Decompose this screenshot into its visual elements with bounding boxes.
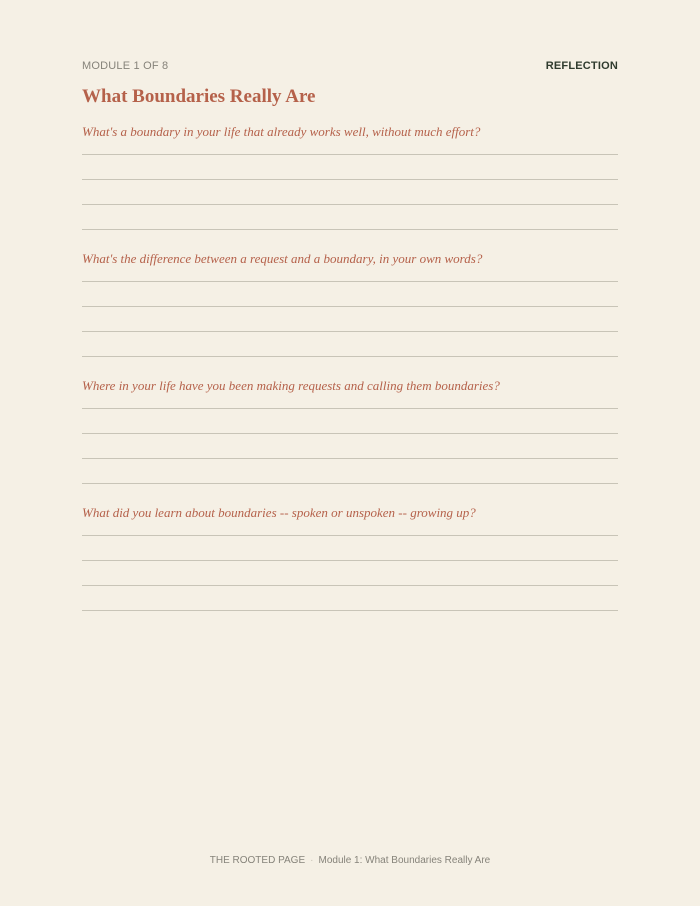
question-block-2 bbox=[82, 251, 618, 357]
answer-line[interactable] bbox=[82, 459, 618, 484]
answer-line[interactable] bbox=[82, 434, 618, 459]
question-block-1 bbox=[82, 124, 618, 230]
question-block-4 bbox=[82, 505, 618, 611]
footer-module-title: Module 1: What Boundaries Really Are bbox=[318, 855, 491, 866]
answer-line[interactable] bbox=[82, 561, 618, 586]
answer-line[interactable] bbox=[82, 282, 618, 307]
page-header bbox=[82, 60, 618, 72]
page-title: What Boundaries Really Are bbox=[82, 86, 316, 107]
answer-line[interactable] bbox=[82, 205, 618, 230]
question-block-3 bbox=[82, 378, 618, 484]
page-footer bbox=[0, 855, 700, 866]
footer-brand: THE ROOTED PAGE bbox=[209, 855, 306, 866]
answer-line[interactable] bbox=[82, 332, 618, 357]
module-label: MODULE 1 OF 8 bbox=[82, 60, 169, 72]
question-prompt: Where in your life have you been making requests and calling them boundaries? bbox=[82, 378, 500, 393]
question-prompt: What did you learn about boundaries -- spoken or unspoken -- growing up? bbox=[82, 505, 476, 520]
section-label: REFLECTION bbox=[545, 60, 618, 72]
answer-line[interactable] bbox=[82, 180, 618, 205]
answer-line[interactable] bbox=[82, 586, 618, 611]
answer-line[interactable] bbox=[82, 409, 618, 434]
answer-line[interactable] bbox=[82, 521, 618, 536]
footer-separator: · bbox=[310, 855, 314, 866]
answer-line[interactable] bbox=[82, 536, 618, 561]
answer-line[interactable] bbox=[82, 267, 618, 282]
answer-line[interactable] bbox=[82, 394, 618, 409]
answer-line[interactable] bbox=[82, 140, 618, 155]
question-prompt: What's a boundary in your life that already works well, without much effort? bbox=[82, 124, 481, 139]
question-prompt: What's the difference between a request and a boundary, in your own words? bbox=[82, 251, 483, 266]
answer-line[interactable] bbox=[82, 155, 618, 180]
answer-line[interactable] bbox=[82, 307, 618, 332]
